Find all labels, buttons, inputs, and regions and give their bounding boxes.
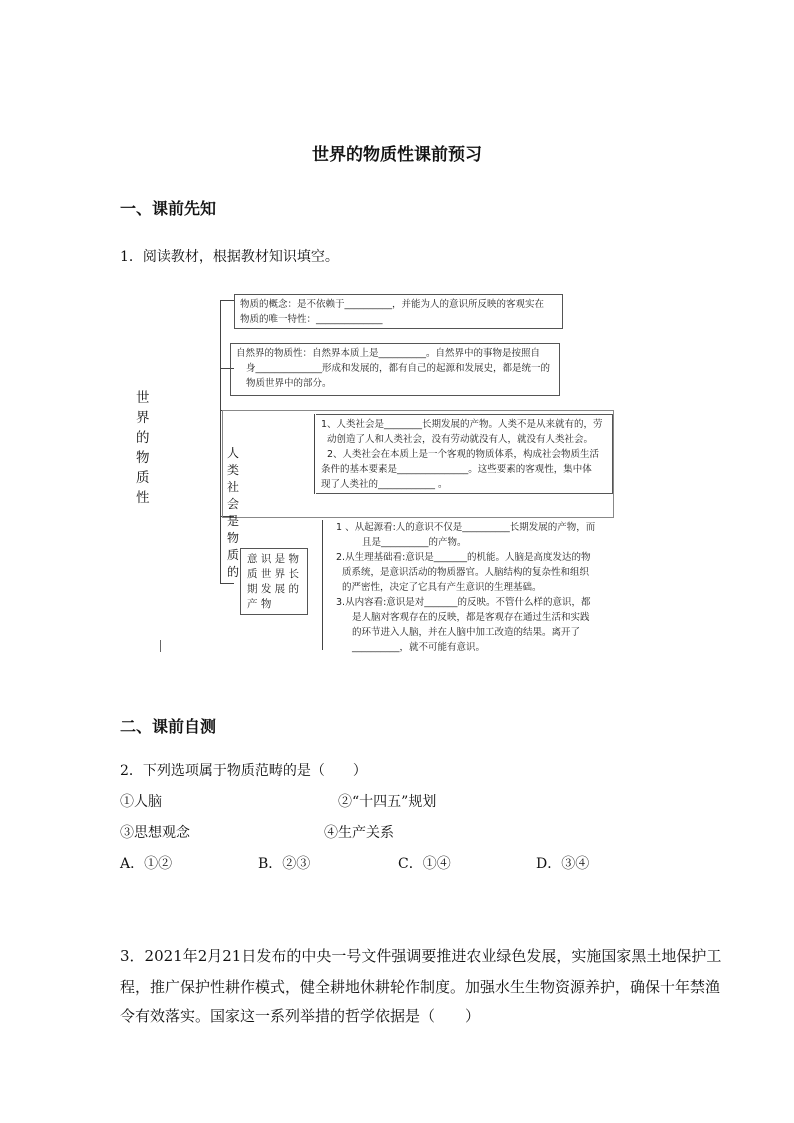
society-line-2: 动创造了人和人类社会，没有劳动就没有人，就没有人类社会。 <box>327 434 594 445</box>
consciousness-label-line-1: 意 识 是 物 <box>247 553 300 565</box>
concept-line-2: 物质的唯一特性：______________ <box>240 314 383 325</box>
society-label: 人类社会是物质的 <box>227 446 240 579</box>
question-2-option-2: ②“十四五”规划 <box>338 794 437 810</box>
consciousness-line-5: 的严密性，决定了它具有产生意识的生理基础。 <box>342 582 542 593</box>
question-2-option-4: ④生产关系 <box>324 825 394 841</box>
consciousness-label-box <box>240 548 308 615</box>
consciousness-line-1: 1 、从起源看:人的意识不仅是__________长期发展的产物，而 <box>336 522 596 533</box>
consciousness-line-2: 且是__________的产物。 <box>362 537 467 548</box>
consciousness-line-4: 质系统，是意识活动的物质器官。人脑结构的复杂性和组织 <box>342 567 590 578</box>
society-box <box>316 414 613 494</box>
consciousness-line-6: 3.从内容看:意识是对_______的反映。不管什么样的意识，都 <box>336 597 591 608</box>
question-3-line-1: 3．2021年2月21日发布的中央一号文件强调要推进农业绿色发展，实施国家黑土地保护工 <box>120 947 722 965</box>
question-1: 1．阅读教材，根据教材知识填空。 <box>120 249 339 265</box>
question-3-line-3: 令有效落实。国家这一系列举措的哲学依据是（ ） <box>120 1007 481 1025</box>
consciousness-label-line-4: 产 物 <box>247 598 272 610</box>
consciousness-label-line-3: 期 发 展 的 <box>247 583 300 595</box>
question-2-option-3: ③思想观念 <box>120 825 190 841</box>
nature-box <box>230 343 560 396</box>
answer-D: D．③④ <box>536 856 590 872</box>
nature-line-1: 自然界的物质性：自然界本质上是__________。自然界中的事物是按照自 <box>236 348 541 359</box>
society-line-1: 1、人类社会是________长期发展的产物。人类不是从来就有的，劳 <box>321 419 603 430</box>
answer-A: A．①② <box>120 856 173 872</box>
page-title: 世界的物质性课前预习 <box>312 145 482 165</box>
consciousness-line-3: 2.从生理基础看:意识是_______的机能。人脑是高度发达的物 <box>336 552 591 563</box>
consciousness-line-7: 是人脑对客观存在的反映，都是客观存在通过生活和实践 <box>352 612 590 623</box>
consciousness-label-line-2: 质 世 界 长 <box>247 568 300 580</box>
consciousness-bracket <box>322 520 323 650</box>
branch-tick-1 <box>220 300 234 301</box>
section-heading-1: 一、课前先知 <box>120 199 217 218</box>
answer-B: B．②③ <box>258 856 311 872</box>
consciousness-line-8: 的环节进入人脑，并在人脑中加工改造的结果。离开了 <box>352 627 581 638</box>
society-line-5: 现了人类社的____________ 。 <box>321 479 448 490</box>
concept-line-1: 物质的概念：是不依赖于__________，并能为人的意识所反映的客观实在 <box>240 299 545 310</box>
society-line-4: 条件的基本要素是_______________。这些要素的客观性，集中体 <box>321 464 592 475</box>
society-bracket <box>314 414 315 494</box>
consciousness-box <box>326 518 616 652</box>
stray-mark <box>160 640 161 652</box>
question-3-line-2: 程，推广保护性耕作模式，健全耕地休耕轮作制度。加强水生生物资源养护，确保十年禁渔 <box>120 978 721 996</box>
nature-line-2: 身______________形成和发展的，都有自己的起源和发展史，都是统一的 <box>246 363 551 374</box>
nature-line-3: 物质世界中的部分。 <box>246 378 332 389</box>
diagram-root-label: 世界的物质性 <box>136 390 150 506</box>
concept-box <box>234 294 563 329</box>
society-line-3: 2、人类社会在本质上是一个客观的物质体系，构成社会物质生活 <box>327 449 600 460</box>
answer-C: C．①④ <box>398 856 451 872</box>
branch-tick-5 <box>220 583 234 584</box>
question-2-option-1: ①人脑 <box>120 794 162 810</box>
question-2-stem: 2．下列选项属于物质范畴的是（ ） <box>120 763 367 779</box>
consciousness-line-9: __________，就不可能有意识。 <box>352 642 486 653</box>
main-bracket <box>220 300 221 583</box>
section-heading-2: 二、课前自测 <box>120 717 217 736</box>
